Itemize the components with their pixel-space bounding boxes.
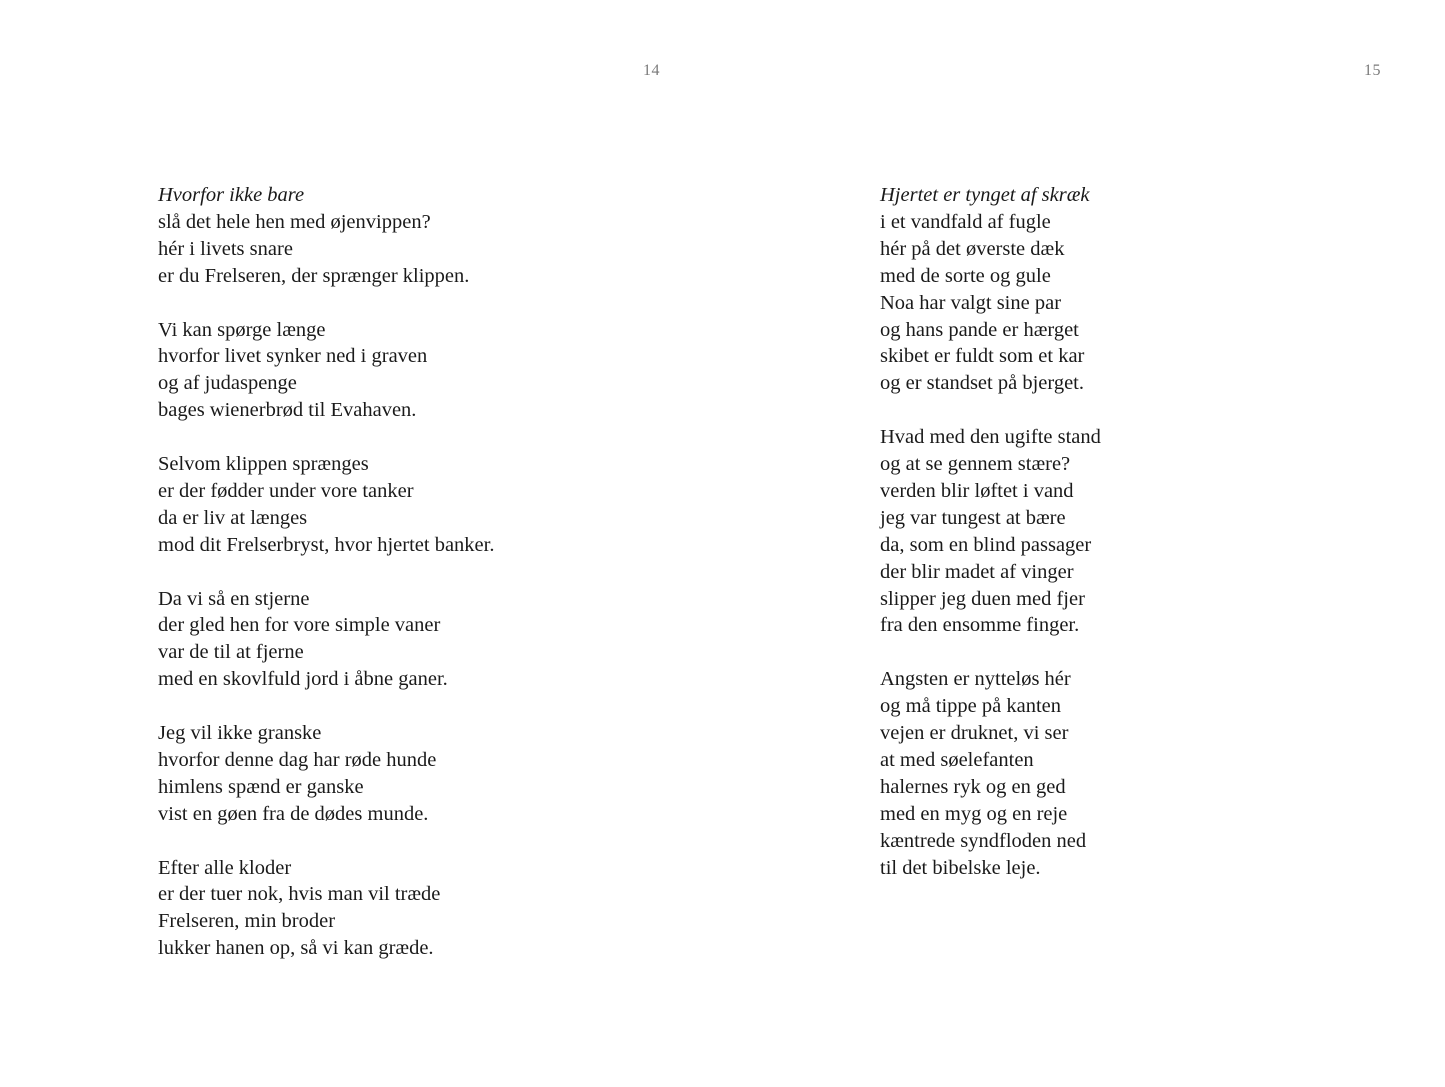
poem-line: hvorfor denne dag har røde hunde xyxy=(158,748,437,771)
stanza xyxy=(158,182,678,290)
poem-line: slå det hele hen med øjenvippen? xyxy=(158,210,431,233)
stanza xyxy=(880,666,1400,881)
poem-line: der blir madet af vinger xyxy=(880,560,1074,583)
poem-first-line: Hvorfor ikke bare xyxy=(158,184,305,206)
poem-line: Noa har valgt sine par xyxy=(880,291,1062,314)
poem-line: og at se gennem stære? xyxy=(880,453,1071,476)
stanza xyxy=(158,317,678,425)
poem-line: himlens spænd er ganske xyxy=(158,775,364,798)
poem-line: er der fødder under vore tanker xyxy=(158,479,414,502)
stanza xyxy=(880,182,1400,397)
poem-line: Angsten er nytteløs hér xyxy=(880,668,1071,691)
stanza xyxy=(158,451,678,559)
poem-left-page xyxy=(158,182,678,962)
poem-line: halernes ryk og en ged xyxy=(880,775,1066,798)
poem-line: Efter alle kloder xyxy=(158,856,292,879)
page-number-left: 14 xyxy=(643,62,660,79)
poem-right-page xyxy=(880,182,1400,882)
poem-line: mod dit Frelserbryst, hvor hjertet banker. xyxy=(158,533,495,556)
poem-line: til det bibelske leje. xyxy=(880,856,1041,879)
poem-line: Jeg vil ikke granske xyxy=(158,722,322,745)
stanza xyxy=(158,720,678,828)
poem-line: og er standset på bjerget. xyxy=(880,372,1084,395)
poem-line: Frelseren, min broder xyxy=(158,910,336,933)
poem-line: og af judaspenge xyxy=(158,372,297,395)
page-number-right: 15 xyxy=(1364,62,1381,79)
poem-line: Da vi så en stjerne xyxy=(158,587,310,610)
poem-line: bages wienerbrød til Evahaven. xyxy=(158,399,417,422)
poem-line: i et vandfald af fugle xyxy=(880,210,1051,233)
stanza xyxy=(158,586,678,694)
poem-line: jeg var tungest at bære xyxy=(880,506,1066,529)
poem-line: var de til at fjerne xyxy=(158,641,304,664)
poem-line: skibet er fuldt som et kar xyxy=(880,345,1085,368)
poem-line: Selvom klippen sprænges xyxy=(158,453,369,476)
poem-line: da, som en blind passager xyxy=(880,533,1092,556)
poem-line: hér i livets snare xyxy=(158,237,293,260)
poem-line: Hvad med den ugifte stand xyxy=(880,426,1101,449)
poem-line: kæntrede syndfloden ned xyxy=(880,829,1087,852)
poem-line: med en skovlfuld jord i åbne ganer. xyxy=(158,668,448,691)
poem-line: med en myg og en reje xyxy=(880,802,1068,825)
poem-line: fra den ensomme finger. xyxy=(880,614,1080,637)
poem-line: og hans pande er hærget xyxy=(880,318,1079,341)
poem-line: vist en gøen fra de dødes munde. xyxy=(158,802,429,825)
poem-line: hér på det øverste dæk xyxy=(880,237,1065,260)
poem-line: slipper jeg duen med fjer xyxy=(880,587,1085,610)
poem-line: at med søelefanten xyxy=(880,749,1034,771)
poem-line: vejen er druknet, vi ser xyxy=(880,722,1069,745)
poem-first-line: Hjertet er tynget af skræk xyxy=(880,184,1090,206)
poem-line: er der tuer nok, hvis man vil træde xyxy=(158,883,441,906)
stanza xyxy=(158,855,678,963)
poem-line: og må tippe på kanten xyxy=(880,695,1062,718)
poem-line: med de sorte og gule xyxy=(880,264,1051,287)
poem-line: verden blir løftet i vand xyxy=(880,479,1074,502)
poem-line: er du Frelseren, der sprænger klippen. xyxy=(158,264,470,287)
stanza xyxy=(880,424,1400,639)
poem-line: hvorfor livet synker ned i graven xyxy=(158,345,428,368)
poem-line: Vi kan spørge længe xyxy=(158,318,326,341)
poem-line: da er liv at længes xyxy=(158,506,308,529)
poem-line: der gled hen for vore simple vaner xyxy=(158,614,441,637)
poem-line: lukker hanen op, så vi kan græde. xyxy=(158,937,434,960)
